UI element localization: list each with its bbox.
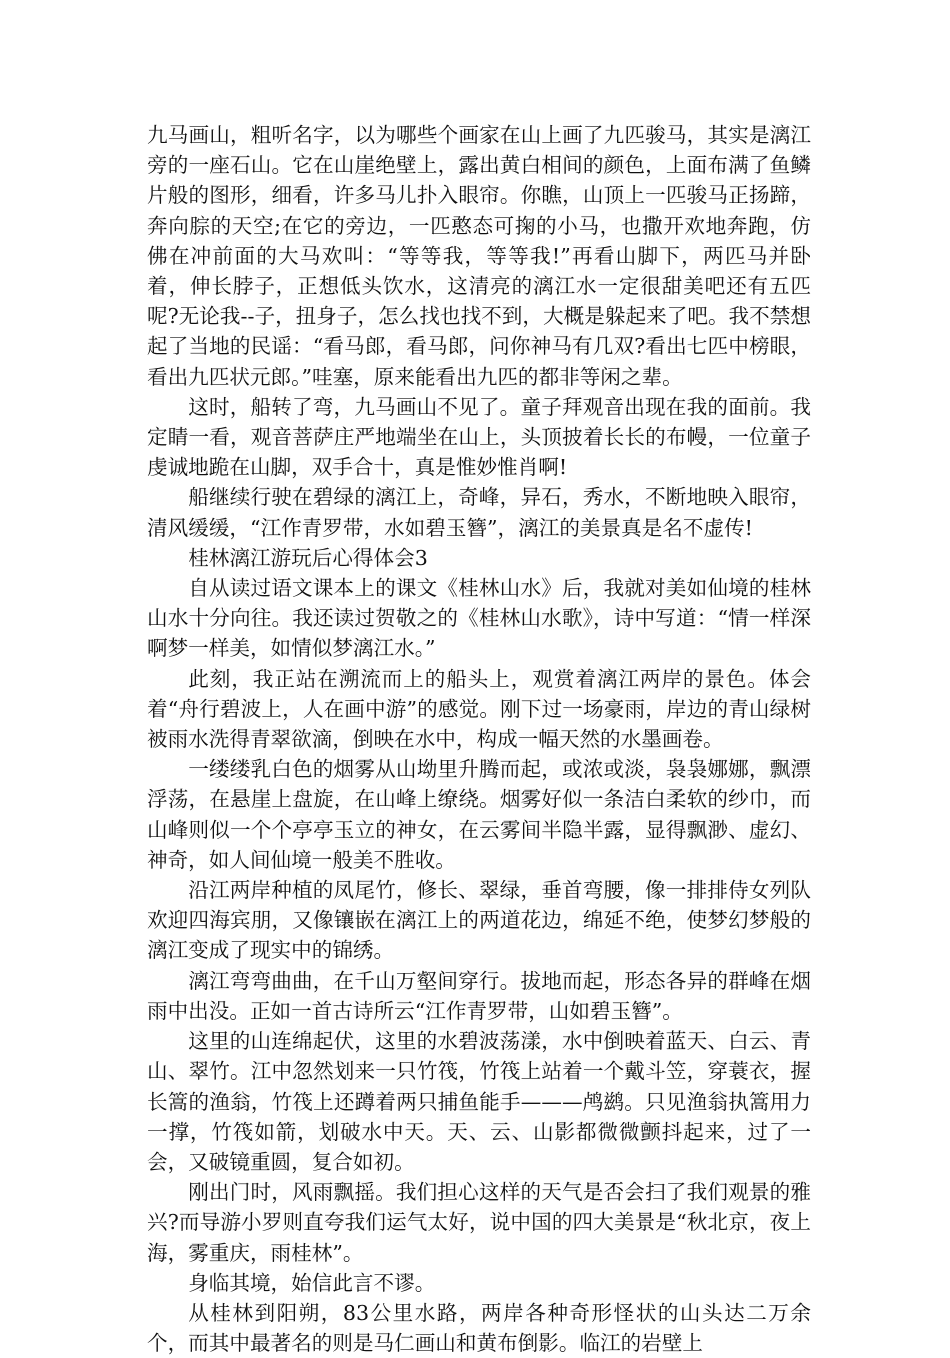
document-body [147,120,811,1358]
paragraph: 此刻，我正站在溯流而上的船头上，观赏着漓江两岸的景色。体会着“舟行碧波上，人在画中游”的感觉。刚下过一场豪雨，岸边的青山绿树被雨水洗得青翠欲滴，倒映在水中，构成一幅天然的水墨画卷。 [147,666,811,752]
paragraph: 从桂林到阳朔，83公里水路，两岸各种奇形怪状的山头达二万余个，而其中最著名的则是马仁画山和黄布倒影。临江的岩壁上 [147,1300,811,1356]
paragraph: 九马画山，粗听名字，以为哪些个画家在山上画了九匹骏马，其实是漓江旁的一座石山。它在山崖绝壁上，露出黄白相间的颜色，上面布满了鱼鳞片般的图形，细看，许多马儿扑入眼帘。你瞧，山顶上一匹骏马正扬蹄，奔向腙的天空;在它的旁边，一匹憨态可掬的小马，也撒开欢地奔跑，仿佛在冲前面的大马欢叫：“等等我，等等我!”再看山脚下，两匹马并卧着，伸长脖子，正想低头饮水，这清亮的漓江水一定很甜美吧还有五匹呢?无论我--子，扭身子，怎么找也找不到，大概是躲起来了吧。我不禁想起了当地的民谣：“看马郎，看马郎，问你神马有几双?看出七匹中榜眼，看出九匹状元郎。”哇塞，原来能看出九匹的都非等闲之辈。 [147,123,811,389]
paragraph: 自从读过语文课本上的课文《桂林山水》后，我就对美如仙境的桂林山水十分向往。我还读过贺敬之的《桂林山水歌》，诗中写道：“情一样深啊梦一样美，如情似梦漓江水。” [147,576,811,661]
paragraph: 这时，船转了弯，九马画山不见了。童子拜观音出现在我的面前。我定睛一看，观音菩萨庄严地端坐在山上，头顶披着长长的布幔，一位童子虔诚地跪在山脚，双手合十，真是惟妙惟肖啊! [147,394,811,480]
section-heading: 桂林漓江游玩后心得体会3 [188,545,428,570]
paragraph: 船继续行驶在碧绿的漓江上，奇峰，异石，秀水，不断地映入眼帘，清风缓缓，“江作青罗带，水如碧玉簪”，漓江的美景真是名不虚传! [147,485,811,540]
paragraph: 一缕缕乳白色的烟雾从山坳里升腾而起，或浓或淡，袅袅娜娜，飘漂浮荡，在悬崖上盘旋，在山峰上缭绕。烟雾好似一条洁白柔软的纱巾，而山峰则似一个个亭亭玉立的神女，在云雾间半隐半露，显得飘渺、虚幻、神奇，如人间仙境一般美不胜收。 [147,757,811,872]
paragraph: 沿江两岸种植的凤尾竹，修长、翠绿，垂首弯腰，像一排排侍女列队欢迎四海宾朋，又像镶嵌在漓江上的两道花边，绵延不绝，使梦幻梦般的漓江变成了现实中的锦绣。 [147,878,811,963]
paragraph: 刚出门时，风雨飘摇。我们担心这样的天气是否会扫了我们观景的雅兴?而导游小罗则直夸我们运气太好，说中国的四大美景是“秋北京，夜上海，雾重庆，雨桂林”。 [147,1180,811,1265]
paragraph: 身临其境，始信此言不谬。 [188,1270,436,1295]
paragraph: 这里的山连绵起伏，这里的水碧波荡漾，水中倒映着蓝天、白云、青山、翠竹。江中忽然划来一只竹筏，竹筏上站着一个戴斗笠，穿蓑衣，握长篙的渔翁，竹筏上还蹲着两只捕鱼能手———鸬鹚。只见渔翁执篙用力一撑，竹筏如箭，划破水中天。天、云、山影都微微颤抖起来，过了一会，又破镜重圆，复合如初。 [147,1029,811,1174]
paragraph: 漓江弯弯曲曲，在千山万壑间穿行。拔地而起，形态各异的群峰在烟雨中出没。正如一首古诗所云“江作青罗带，山如碧玉簪”。 [147,968,811,1023]
